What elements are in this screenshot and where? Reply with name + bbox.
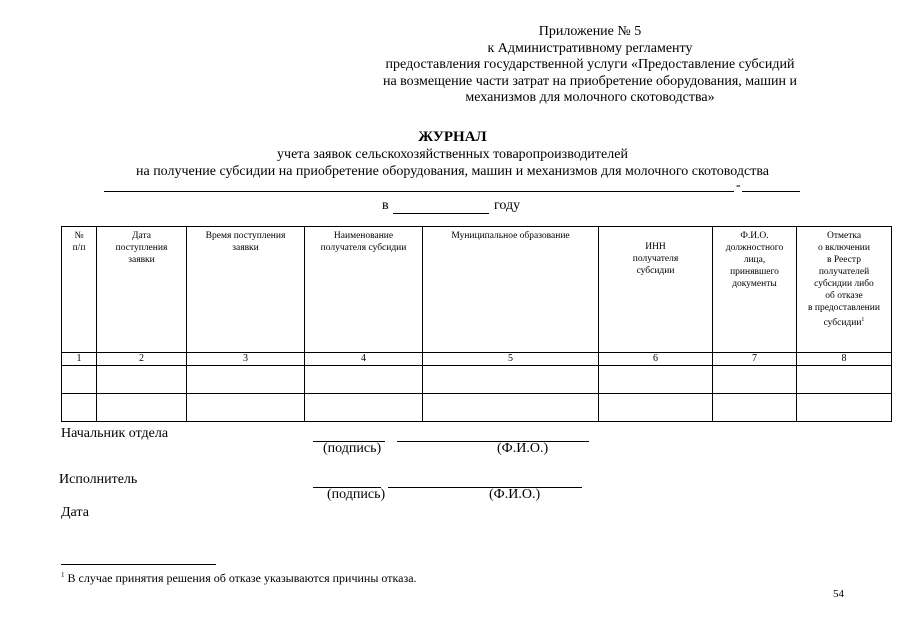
table-row [62,394,892,422]
executor-label: Исполнитель [59,472,138,487]
name-caption: (Ф.И.О.) [497,441,549,456]
column-number: 8 [797,353,892,366]
column-number: 6 [599,353,713,366]
year-blank-line [393,213,489,214]
name-caption: (Ф.И.О.) [489,487,541,502]
blank-line [104,191,734,192]
dash-separator: - [736,178,741,193]
column-number: 1 [62,353,97,366]
table-cell [713,394,797,422]
year-suffix: году [494,198,521,213]
journal-subtitle: учета заявок сельскохозяйственных товаропроизводителей [277,147,628,162]
signature-caption: (подпись) [327,487,386,502]
table-cell [187,366,305,394]
table-cell [713,366,797,394]
column-number: 3 [187,353,305,366]
table-header-cell: Дата поступления заявки [97,227,187,353]
table-cell [599,366,713,394]
table-cell [187,394,305,422]
table-header-cell: Наименование получателя субсидии [305,227,423,353]
table-header-cell: Время поступления заявки [187,227,305,353]
table-cell [305,394,423,422]
table-cell [797,394,892,422]
appendix-header [360,24,820,107]
column-number: 2 [97,353,187,366]
year-prefix: в [382,198,389,213]
name-line [397,441,589,442]
appendix-line: механизмов для молочного скотоводства» [465,90,715,105]
column-number: 4 [305,353,423,366]
footnote-text: В случае принятия решения об отказе указываются причины отказа. [67,571,417,585]
table-cell [97,394,187,422]
table-cell [62,394,97,422]
table-header-cell: ИНН получателя субсидии [599,227,713,353]
table-cell [599,394,713,422]
table-header-cell: Муниципальное образование [423,227,599,353]
blank-line [742,191,800,192]
table-header-cell: Ф.И.О. должностного лица, принявшего документы [713,227,797,353]
column-number: 5 [423,353,599,366]
footnote-mark: 1 [61,571,65,579]
table-cell [97,366,187,394]
date-label: Дата [61,505,89,520]
journal-subtitle: на получение субсидии на приобретение оборудования, машин и механизмов для молочного скотоводства [135,164,769,179]
column-number: 7 [713,353,797,366]
appendix-line: предоставления государственной услуги «Предоставление субсидий [385,57,795,72]
journal-table [61,226,892,422]
table-header-cell: Отметка о включении в Реестр получателей субсидии либо об отказе в предоставлении субсидии$^1$ [797,227,892,353]
appendix-line: к Административному регламенту [487,40,693,56]
table-cell [423,366,599,394]
footnote-separator [61,564,216,565]
table-header-row [62,227,892,353]
name-line [388,487,582,488]
table-number-row [62,353,892,366]
table-header-cell: № п/п [62,227,97,353]
page-number: 54 [833,588,844,600]
table-cell [797,366,892,394]
signature-caption: (подпись) [323,441,382,456]
appendix-line: на возмещение части затрат на приобретение оборудования, машин и [382,73,798,89]
appendix-title: Приложение № 5 [538,24,642,39]
table-row [62,366,892,394]
head-of-department-label: Начальник отдела [61,426,169,441]
table-cell [305,366,423,394]
table-cell [423,394,599,422]
footnote-reference: 1 [861,317,865,323]
table-cell [62,366,97,394]
footnote [61,571,417,586]
journal-title: ЖУРНАЛ [418,129,487,145]
